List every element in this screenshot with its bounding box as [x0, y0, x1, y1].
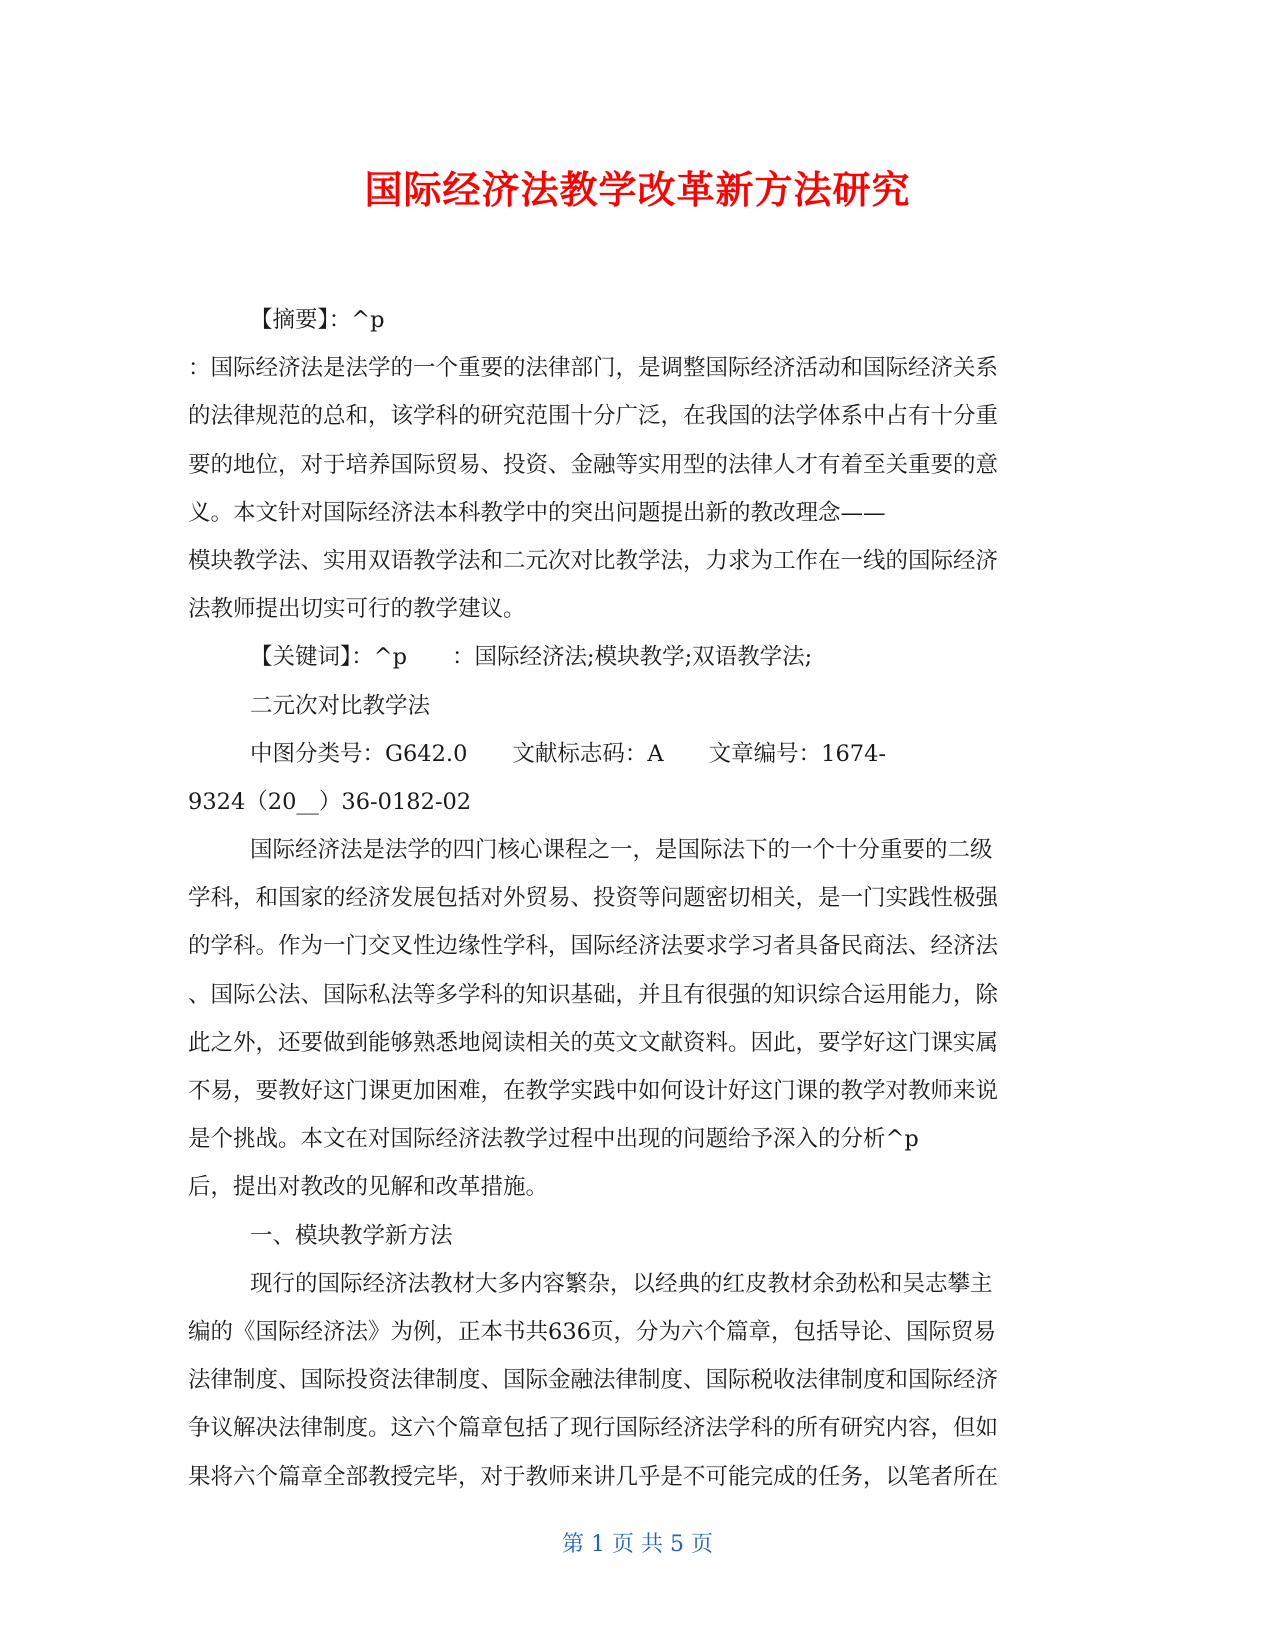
section-heading: 一、模块教学新方法 [250, 1222, 453, 1249]
text-line: 果将六个篇章全部教授完毕，对于教师来讲几乎是不可能完成的任务，以笔者所在 [188, 1463, 999, 1490]
text-line: 编的《国际经济法》为例，正本书共636页，分为六个篇章，包括导论、国际贸易 [188, 1318, 996, 1345]
text-line: 9324（20__）36-0182-02 [188, 788, 472, 815]
text-line: 义。本文针对国际经济法本科教学中的突出问题提出新的教改理念—— [188, 499, 886, 526]
text-line: 的学科。作为一门交叉性边缘性学科，国际经济法要求学习者具备民商法、经济法 [188, 933, 999, 960]
text-line: 后，提出对教改的见解和改革措施。 [188, 1174, 549, 1201]
text-line: 国际经济法是法学的四门核心课程之一，是国际法下的一个十分重要的二级 [250, 837, 993, 864]
text-line: 【摘要】：^p [250, 307, 385, 333]
text-line: 此之外，还要做到能够熟悉地阅读相关的英文文献资料。因此，要学好这门课实属 [188, 1029, 999, 1056]
text-line: 现行的国际经济法教材大多内容繁杂，以经典的红皮教材余劲松和吴志攀主 [250, 1270, 993, 1297]
text-line: 二元次对比教学法 [250, 692, 431, 719]
text-line: 中图分类号：G642.0 文献标志码：A 文章编号：1674- [250, 740, 886, 767]
text-line: 【关键词】：^p ：国际经济法;模块教学;双语教学法; [250, 644, 813, 671]
text-line: 要的地位，对于培养国际贸易、投资、金融等实用型的法律人才有着至关重要的意 [188, 451, 999, 478]
text-line: 是个挑战。本文在对国际经济法教学过程中出现的问题给予深入的分析^p [188, 1126, 919, 1153]
text-line: 的法律规范的总和，该学科的研究范围十分广泛，在我国的法学体系中占有十分重 [188, 403, 999, 430]
page-number-footer: 第 1 页 共 5 页 [562, 1532, 713, 1557]
document-body [188, 296, 1088, 1501]
text-line: 法律制度、国际投资法律制度、国际金融法律制度、国际税收法律制度和国际经济 [188, 1367, 999, 1394]
text-line: 争议解决法律制度。这六个篇章包括了现行国际经济法学科的所有研究内容，但如 [188, 1415, 999, 1442]
text-line: 、国际公法、国际私法等多学科的知识基础，并且有很强的知识综合运用能力，除 [188, 981, 999, 1008]
text-line: 学科，和国家的经济发展包括对外贸易、投资等问题密切相关，是一门实践性极强 [188, 885, 999, 912]
text-line: 不易，要教好这门课更加困难，在教学实践中如何设计好这门课的教学对教师来说 [188, 1078, 999, 1104]
text-line: ：国际经济法是法学的一个重要的法律部门，是调整国际经济活动和国际经济关系 [188, 355, 999, 382]
text-line: 法教师提出切实可行的教学建议。 [188, 596, 526, 623]
text-line: 模块教学法、实用双语教学法和二元次对比教学法，力求为工作在一线的国际经济 [188, 547, 999, 574]
document-title: 国际经济法教学改革新方法研究 [364, 168, 911, 212]
